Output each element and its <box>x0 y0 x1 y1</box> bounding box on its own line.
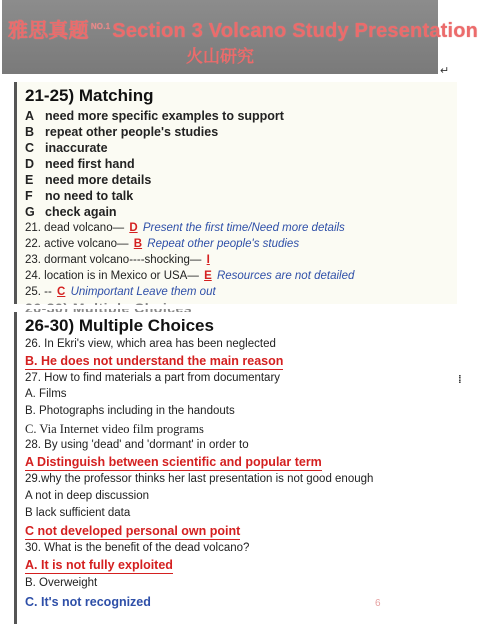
option-item: E need more details <box>25 173 152 187</box>
question-28: 28. By using 'dead' and 'dormant' in order to <box>25 439 249 451</box>
banner-main-title: Section 3 Volcano Study Presentation <box>112 20 478 42</box>
option-29-a: A not in deep discussion <box>25 490 150 502</box>
answer-29: C not developed personal own point <box>25 524 241 538</box>
return-mark-icon: ↵ <box>440 65 450 77</box>
option-27-a: A. Films <box>25 388 67 400</box>
option-item: B repeat other people's studies <box>25 125 219 139</box>
answer-letter: I <box>206 254 210 266</box>
answer-26: B. He does not understand the main reason <box>25 354 284 368</box>
matching-title: 21-25) Matching <box>25 86 154 105</box>
option-29-b: B lack sufficient data <box>25 507 131 519</box>
option-27-b: B. Photographs including in the handouts <box>25 405 235 417</box>
answer-30: A. It is not fully exploited <box>25 558 173 572</box>
banner-subtitle: 火山研究 <box>186 47 254 66</box>
mc-title: 26-30) Multiple Choices <box>25 316 214 335</box>
question-29: 29.why the professor thinks her last presentation is not good enough <box>25 473 374 485</box>
question-26: 26. In Ekri's view, which area has been neglected <box>25 338 276 350</box>
option-item: F no need to talk <box>25 189 134 203</box>
option-item: G check again <box>25 205 117 219</box>
answer-28: A Distinguish between scientific and popular term <box>25 455 322 469</box>
answer-letter: C <box>57 286 66 298</box>
answer-note: Present the first time/Need more details <box>142 222 345 234</box>
banner-number: NO.1 <box>90 22 111 31</box>
question-27: 27. How to find materials a part from documentary <box>25 372 281 384</box>
page-number: 6 <box>375 598 381 609</box>
option-30-b: B. Overweight <box>25 577 98 589</box>
title-banner <box>2 0 478 74</box>
banner-title <box>8 14 478 43</box>
answer-letter: E <box>204 270 212 282</box>
answer-letter: B <box>133 238 143 250</box>
question-30: 30. What is the benefit of the dead volcano? <box>25 542 250 554</box>
answer-line: 21. dead volcano— D Present the first time/Need more details <box>25 222 345 234</box>
option-30-c: C. It's not recognized <box>25 595 151 609</box>
answer-note: Repeat other people's studies <box>147 238 300 250</box>
banner-prefix: 雅思真题 <box>8 20 89 42</box>
multiple-choice-section <box>14 312 465 624</box>
option-item: D need first hand <box>25 157 135 171</box>
answer-note: Unimportant Leave them out <box>70 286 216 298</box>
section-divider <box>0 305 468 309</box>
option-item: C inaccurate <box>25 141 108 155</box>
option-27-c: C. Via Internet video film programs <box>25 422 204 436</box>
answer-note: Resources are not detailed <box>216 270 355 282</box>
answer-line: 25. -- C Unimportant Leave them out <box>25 286 216 298</box>
side-mark-icon: ⁞ <box>458 374 462 386</box>
answer-line: 23. dormant volcano----shocking— I <box>25 254 210 266</box>
answer-letter: D <box>129 222 138 234</box>
answer-line: 22. active volcano— B Repeat other people's studies <box>25 238 300 250</box>
option-item: A need more specific examples to support <box>25 109 284 123</box>
matching-section <box>14 82 457 304</box>
answer-line: 24. location is in Mexico or USA— E Resources are not detailed <box>25 270 355 282</box>
